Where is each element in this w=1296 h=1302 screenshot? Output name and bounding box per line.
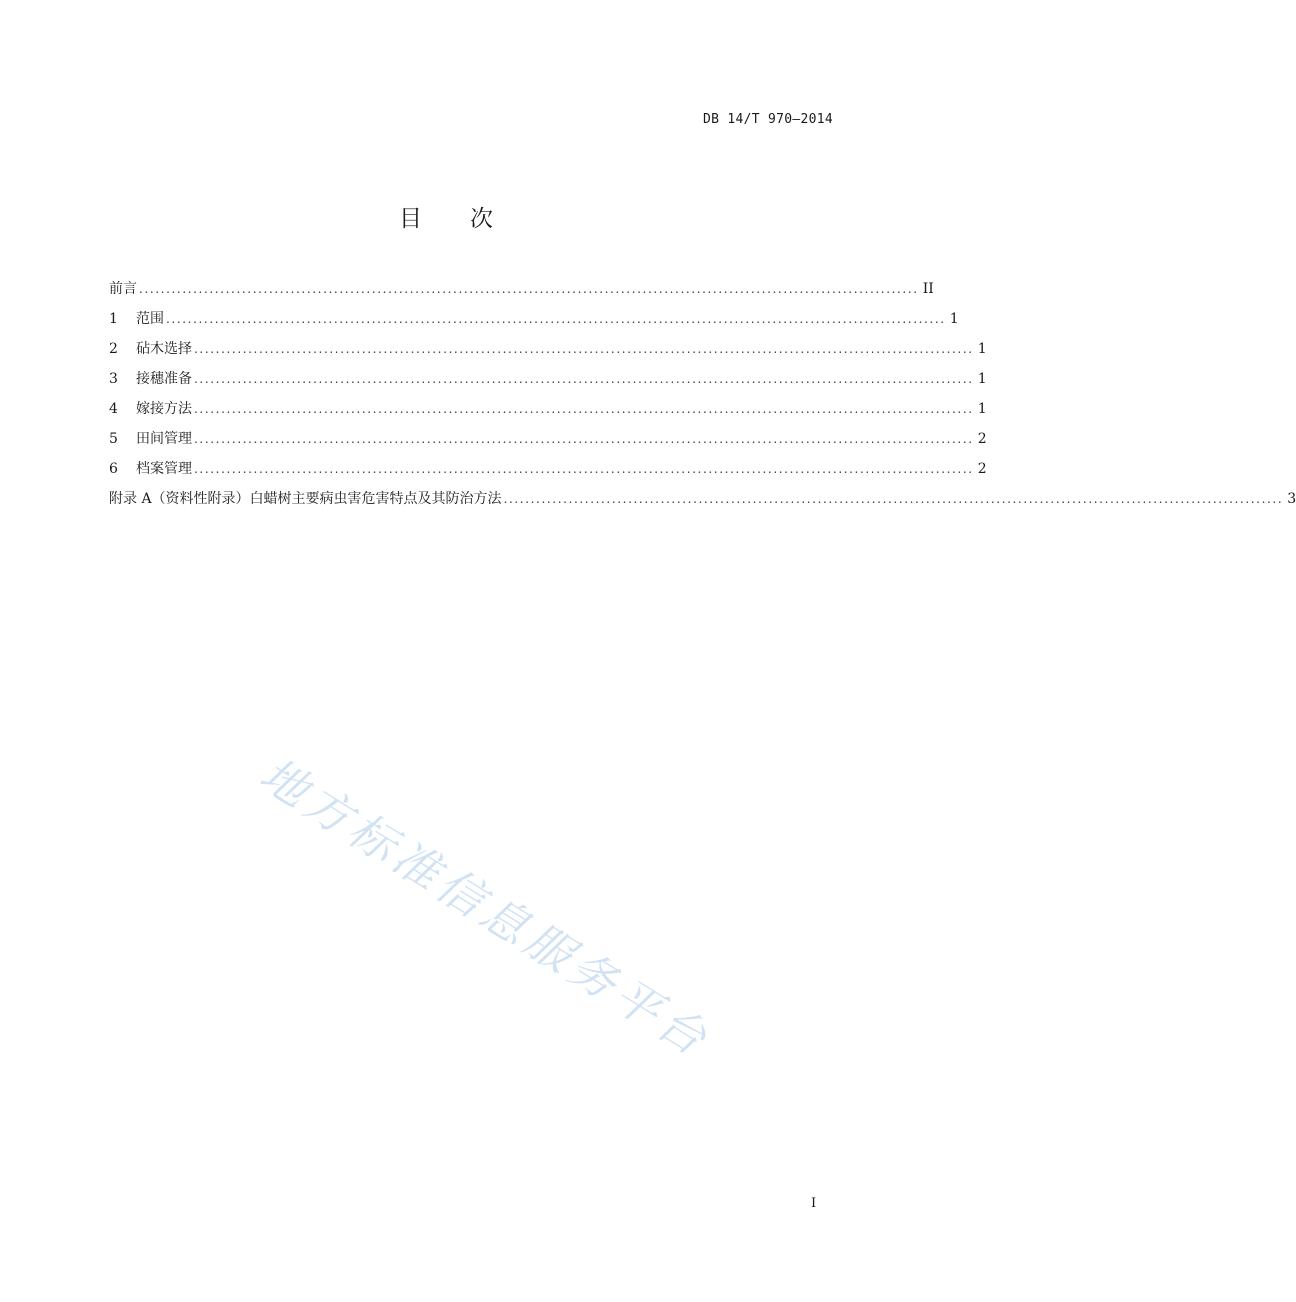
toc-entry-label: 范围 bbox=[136, 311, 164, 327]
toc-entry-label: 白蜡树主要病虫害危害特点及其防治方法 bbox=[249, 491, 502, 507]
table-of-contents bbox=[109, 278, 1296, 518]
toc-entry-number: 4 bbox=[109, 401, 118, 417]
dot-leader: ................................................................................................................................................ bbox=[194, 462, 974, 476]
watermark-text: 地方标准信息服务平台 bbox=[250, 746, 721, 1069]
toc-entry-label: 田间管理 bbox=[136, 431, 192, 447]
toc-entry-number: 1 bbox=[109, 311, 118, 327]
toc-entry-scope[interactable] bbox=[109, 308, 959, 338]
page-number: I bbox=[811, 1196, 817, 1211]
dot-leader: ................................................................................................................................................ bbox=[194, 372, 974, 386]
toc-entry-scion[interactable] bbox=[109, 368, 987, 398]
toc-entry-page: 2 bbox=[977, 431, 987, 447]
page-title: 目次 bbox=[399, 206, 541, 232]
appendix-prefix: 附录 A（资料性附录） bbox=[109, 491, 250, 507]
toc-entry-number: 3 bbox=[109, 371, 118, 387]
dot-leader: ................................................................................................................................................ bbox=[194, 432, 974, 446]
toc-entry-label: 接穗准备 bbox=[136, 371, 192, 387]
dot-leader: ................................................................................................................................................ bbox=[166, 312, 946, 326]
toc-entry-page: 1 bbox=[949, 311, 959, 327]
toc-entry-number: 2 bbox=[109, 341, 118, 357]
dot-leader: ................................................................................................................................................ bbox=[194, 342, 974, 356]
toc-entry-field-management[interactable] bbox=[109, 428, 987, 458]
toc-entry-label: 档案管理 bbox=[136, 461, 192, 477]
toc-entry-number: 6 bbox=[109, 461, 118, 477]
toc-entry-appendix-a[interactable] bbox=[109, 488, 1296, 518]
toc-entry-label: 砧木选择 bbox=[136, 341, 192, 357]
toc-entry-label: 前言 bbox=[109, 281, 137, 297]
toc-entry-number: 5 bbox=[109, 431, 118, 447]
standard-code: DB 14/T 970—2014 bbox=[702, 112, 833, 127]
dot-leader: ................................................................................................................................................ bbox=[503, 492, 1284, 506]
toc-entry-page: II bbox=[922, 281, 934, 297]
dot-leader: ................................................................................................................................................ bbox=[194, 402, 974, 416]
toc-entry-records[interactable] bbox=[109, 458, 987, 488]
toc-entry-preface[interactable] bbox=[109, 278, 934, 308]
toc-entry-page: 1 bbox=[977, 341, 987, 357]
toc-entry-page: 3 bbox=[1287, 491, 1296, 507]
toc-entry-rootstock[interactable] bbox=[109, 338, 987, 368]
toc-entry-label: 嫁接方法 bbox=[136, 401, 192, 417]
toc-entry-page: 2 bbox=[977, 461, 987, 477]
toc-entry-page: 1 bbox=[977, 371, 987, 387]
dot-leader: ................................................................................................................................................ bbox=[139, 282, 919, 296]
toc-entry-page: 1 bbox=[977, 401, 987, 417]
toc-entry-grafting[interactable] bbox=[109, 398, 987, 428]
